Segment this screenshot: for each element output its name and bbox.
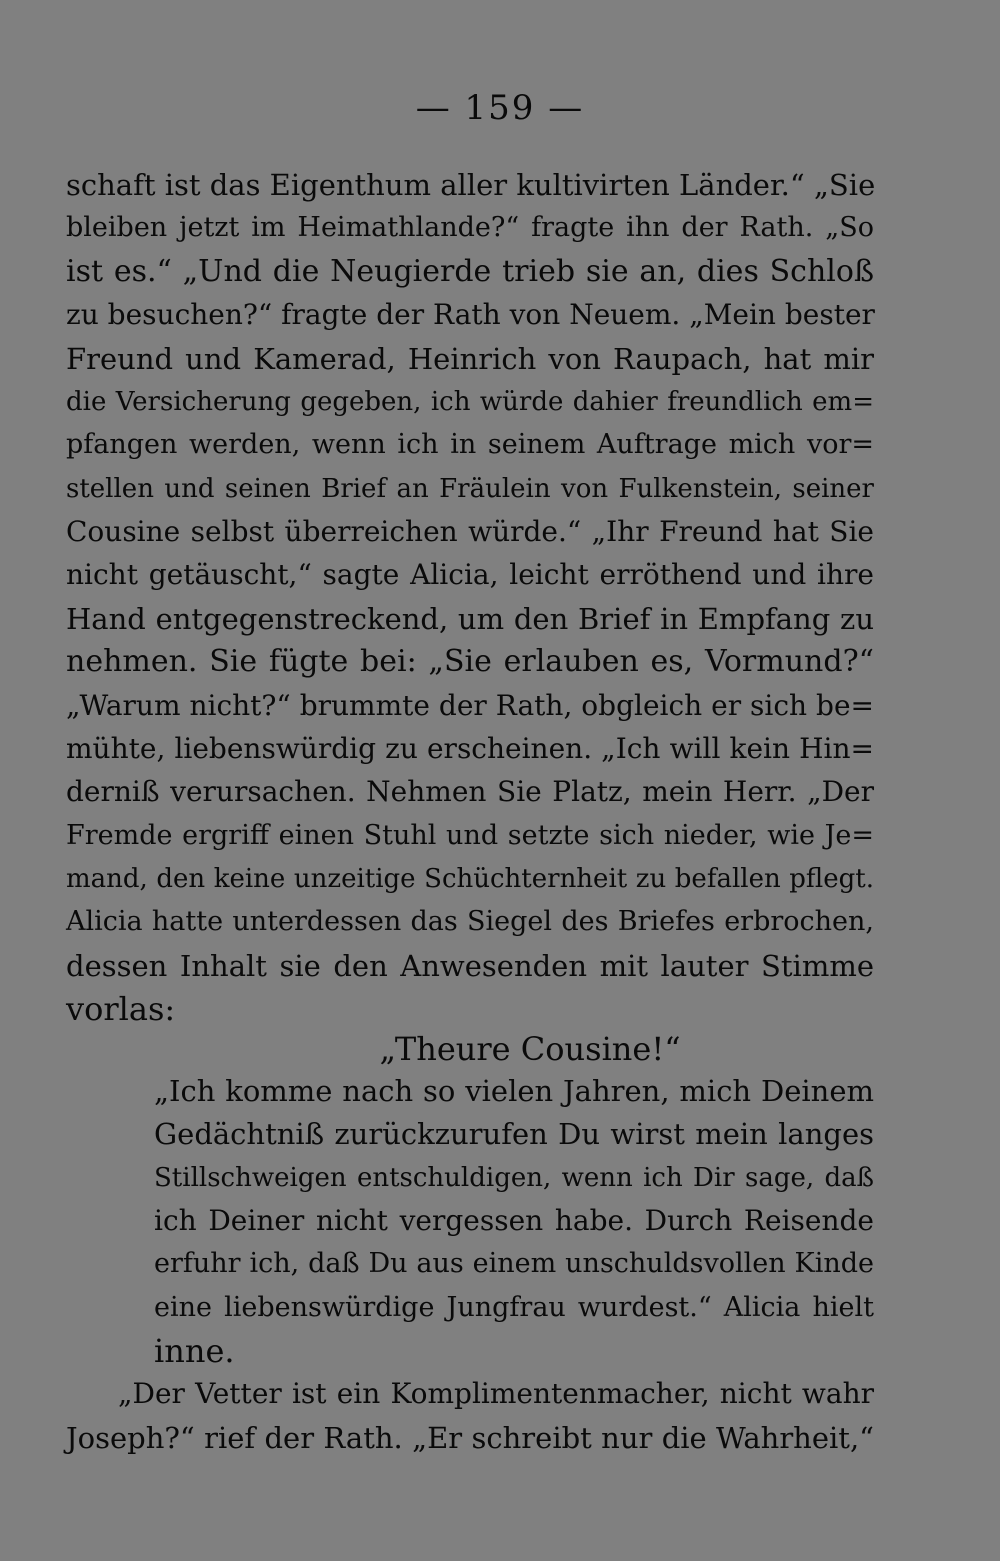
text-line: mand, den keine unzeitige Schüchternheit zu befallen pflegt. (66, 864, 874, 894)
text-line: „Warum nicht?“ brummte der Rath, obgleich er sich be= (66, 689, 874, 722)
text-line: Stillschweigen entschuldigen, wenn ich Dir sage, daß (154, 1163, 874, 1193)
text-line: derniß verursachen. Nehmen Sie Platz, mein Herr. „Der (66, 775, 874, 808)
text-line: zu besuchen?“ fragte der Rath von Neuem. „Mein bester (66, 298, 875, 331)
text-line: schaft ist das Eigenthum aller kultivirten Länder.“ „Sie (66, 168, 876, 202)
text-line: ist es.“ „Und die Neugierde trieb sie an, dies Schloß (66, 254, 874, 289)
text-line: pfangen werden, wenn ich in seinem Auftrage mich vor= (66, 429, 874, 460)
letter-salutation: „Theure Cousine!“ (379, 1030, 681, 1068)
text-line: vorlas: (66, 990, 176, 1028)
text-line: Gedächtniß zurückzurufen Du wirst mein langes (154, 1117, 874, 1151)
text-line: nicht getäuscht,“ sagte Alicia, leicht erröthend und ihre (66, 558, 874, 591)
text-line: die Versicherung gegeben, ich würde dahier freundlich em= (66, 387, 874, 417)
text-line: dessen Inhalt sie den Anwesenden mit lauter Stimme (66, 949, 874, 983)
text-line: stellen und seinen Brief an Fräulein von Fulkenstein, seiner (66, 474, 874, 504)
text-line: Hand entgegenstreckend, um den Brief in Empfang zu (66, 602, 874, 636)
text-line: erfuhr ich, daß Du aus einem unschuldsvollen Kinde (154, 1248, 874, 1279)
text-line: Freund und Kamerad, Heinrich von Raupach, hat mir (66, 342, 874, 376)
text-line: Alicia hatte unterdessen das Siegel des Briefes erbrochen, (66, 906, 874, 937)
text-line: Joseph?“ rief der Rath. „Er schreibt nur die Wahrheit,“ (66, 1421, 874, 1455)
text-line: Fremde ergriff einen Stuhl und setzte sich nieder, wie Je= (66, 820, 874, 851)
text-line: inne. (154, 1332, 235, 1370)
text-line: bleiben jetzt im Heimathlande?“ fragte ihn der Rath. „So (66, 212, 874, 243)
text-line: eine liebenswürdige Jungfrau wurdest.“ Alicia hielt (154, 1292, 874, 1323)
text-line: nehmen. Sie fügte bei: „Sie erlauben es, Vormund?“ (66, 644, 874, 679)
text-line: Cousine selbst überreichen würde.“ „Ihr Freund hat Sie (66, 515, 874, 548)
text-line: mühte, liebenswürdig zu erscheinen. „Ich will kein Hin= (66, 732, 874, 765)
text-line: „Ich komme nach so vielen Jahren, mich Deinem (154, 1074, 874, 1108)
text-line: „Der Vetter ist ein Komplimentenmacher, nicht wahr (118, 1377, 874, 1410)
text-line: ich Deiner nicht vergessen habe. Durch Reisende (154, 1204, 874, 1237)
page-number: — 159 — (415, 88, 585, 128)
